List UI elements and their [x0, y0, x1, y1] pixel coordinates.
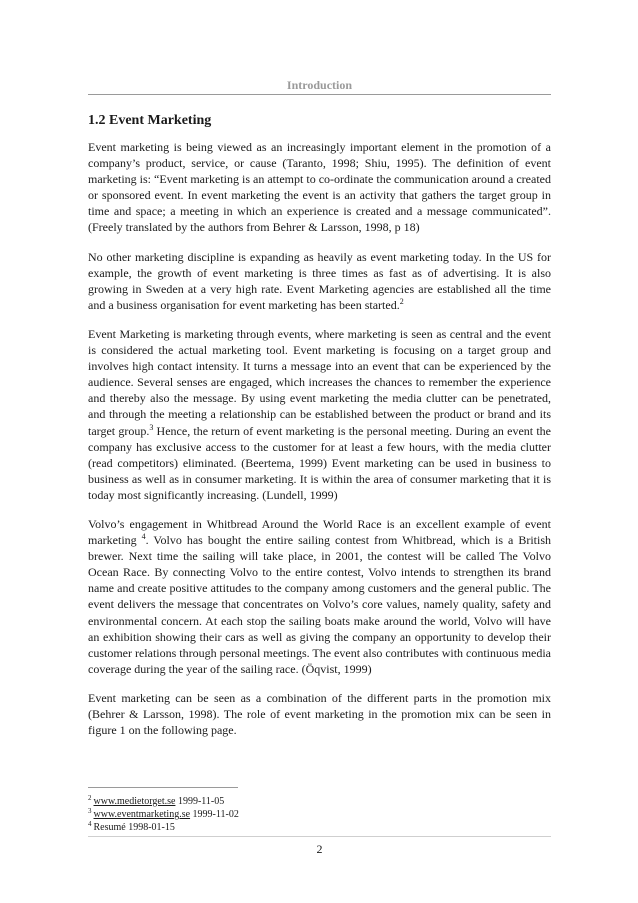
paragraph-text: Event Marketing is marketing through events, where marketing is seen as central and the event is considered the actual marketing tool. Event marketing is focusing on a target group and involves high contact intensity. It turns a message into an event that can be experienced by the audience. Several senses are engaged, which increases the chances to remember the experience and thereby also the message. By using event marketing the media clutter can be penetrated, and through the meeting a relationship can be established between the product or brand and its target group. — [88, 326, 551, 438]
paragraph-text: No other marketing discipline is expanding as heavily as event marketing today. In the US for example, the growth of event marketing is three times as fast as of advertising. It is also growing in Sweden at a very high rate. Event Marketing agencies are established all the time and a business organisation for event marketing has been started. — [88, 249, 551, 312]
footnote-ref: 2 — [399, 296, 404, 306]
paragraph-text: Volvo’s engagement in Whitbread Around the World Race is an excellent example of event marketing — [88, 516, 551, 548]
footnote-link[interactable]: www.medietorget.se — [93, 796, 176, 807]
body-text — [88, 139, 551, 751]
footnotes — [88, 795, 551, 834]
paragraph-text: Hence, the return of event marketing is the personal meeting. During an event the company has exclusive access to the customer for at least a few hours, with the media clutter (read competitors) eliminated. (Beertema, 1999) Event marketing can be used in business to business as well as in consumer marketing. It is within the area of consumer marketing that it is today most significantly increasing. (Lundell, 1999) — [88, 423, 551, 502]
paragraph-text: . Volvo has bought the entire sailing contest from Whitbread, which is a British brewer. Next time the sailing will take place, in 2001, the contest will be called The Volvo Ocean Race. By connecting Volvo to the entire contest, Volvo intends to strengthen its brand name and create positive attitudes to the company among customers and the general public. The event delivers the message that concentrates on Volvo’s core values, namely quality, safety and environmental concern. At each stop the sailing boats make around the world, Volvo will have an exhibition showing their cars as well as giving the company an opportunity to develop their customer relations through personal meetings. The event also contributes with continuous media coverage during the year of the sailing race. (Öqvist, 1999) — [88, 533, 552, 676]
paragraph-text: Event marketing can be seen as a combination of the different parts in the promotion mix (Behrer & Larsson, 1998). The role of event marketing in the promotion mix can be seen in figure 1 on the following page. — [88, 690, 551, 738]
footnote-date: 1999-11-05 — [175, 796, 225, 807]
footnote-number: 4 — [88, 819, 92, 828]
header-rule — [88, 94, 551, 95]
paragraph-growth — [88, 249, 551, 313]
page-number: 2 — [316, 842, 323, 856]
footnote-link[interactable]: www.eventmarketing.se — [93, 809, 191, 820]
paragraph-definition — [88, 139, 551, 236]
paragraph-promotion-mix — [88, 690, 551, 738]
paragraph-events — [88, 326, 551, 503]
footnote-date: 1999-11-02 — [190, 809, 239, 820]
running-header: Introduction — [286, 78, 353, 92]
footnote — [88, 808, 551, 821]
footnote-ref: 4 — [141, 532, 146, 542]
footnote — [88, 795, 551, 808]
paragraph-text: Event marketing is being viewed as an increasingly important element in the promotion of a company’s product, service, or cause (Taranto, 1998; Shiu, 1995). The definition of event marketing is: “Event marketing is an attempt to co-ordinate the communication around a created or sponsored event. In event marketing the event is an activity that gathers the target group in time and space; a meeting in which an experience is created and a message communicated”. (Freely translated by the authors from Behrer & Larsson, 1998, p 18) — [88, 140, 551, 235]
paragraph-volvo — [88, 516, 551, 677]
section-title: 1.2 Event Marketing — [88, 113, 212, 128]
footnote-number: 3 — [88, 806, 92, 815]
footer-rule — [88, 836, 551, 837]
footnote-number: 2 — [88, 793, 92, 802]
footnote-text: Resumé 1998-01-15 — [93, 822, 175, 833]
footnote-ref: 3 — [149, 422, 154, 432]
footnote-rule — [88, 787, 238, 788]
footnote — [88, 821, 551, 834]
